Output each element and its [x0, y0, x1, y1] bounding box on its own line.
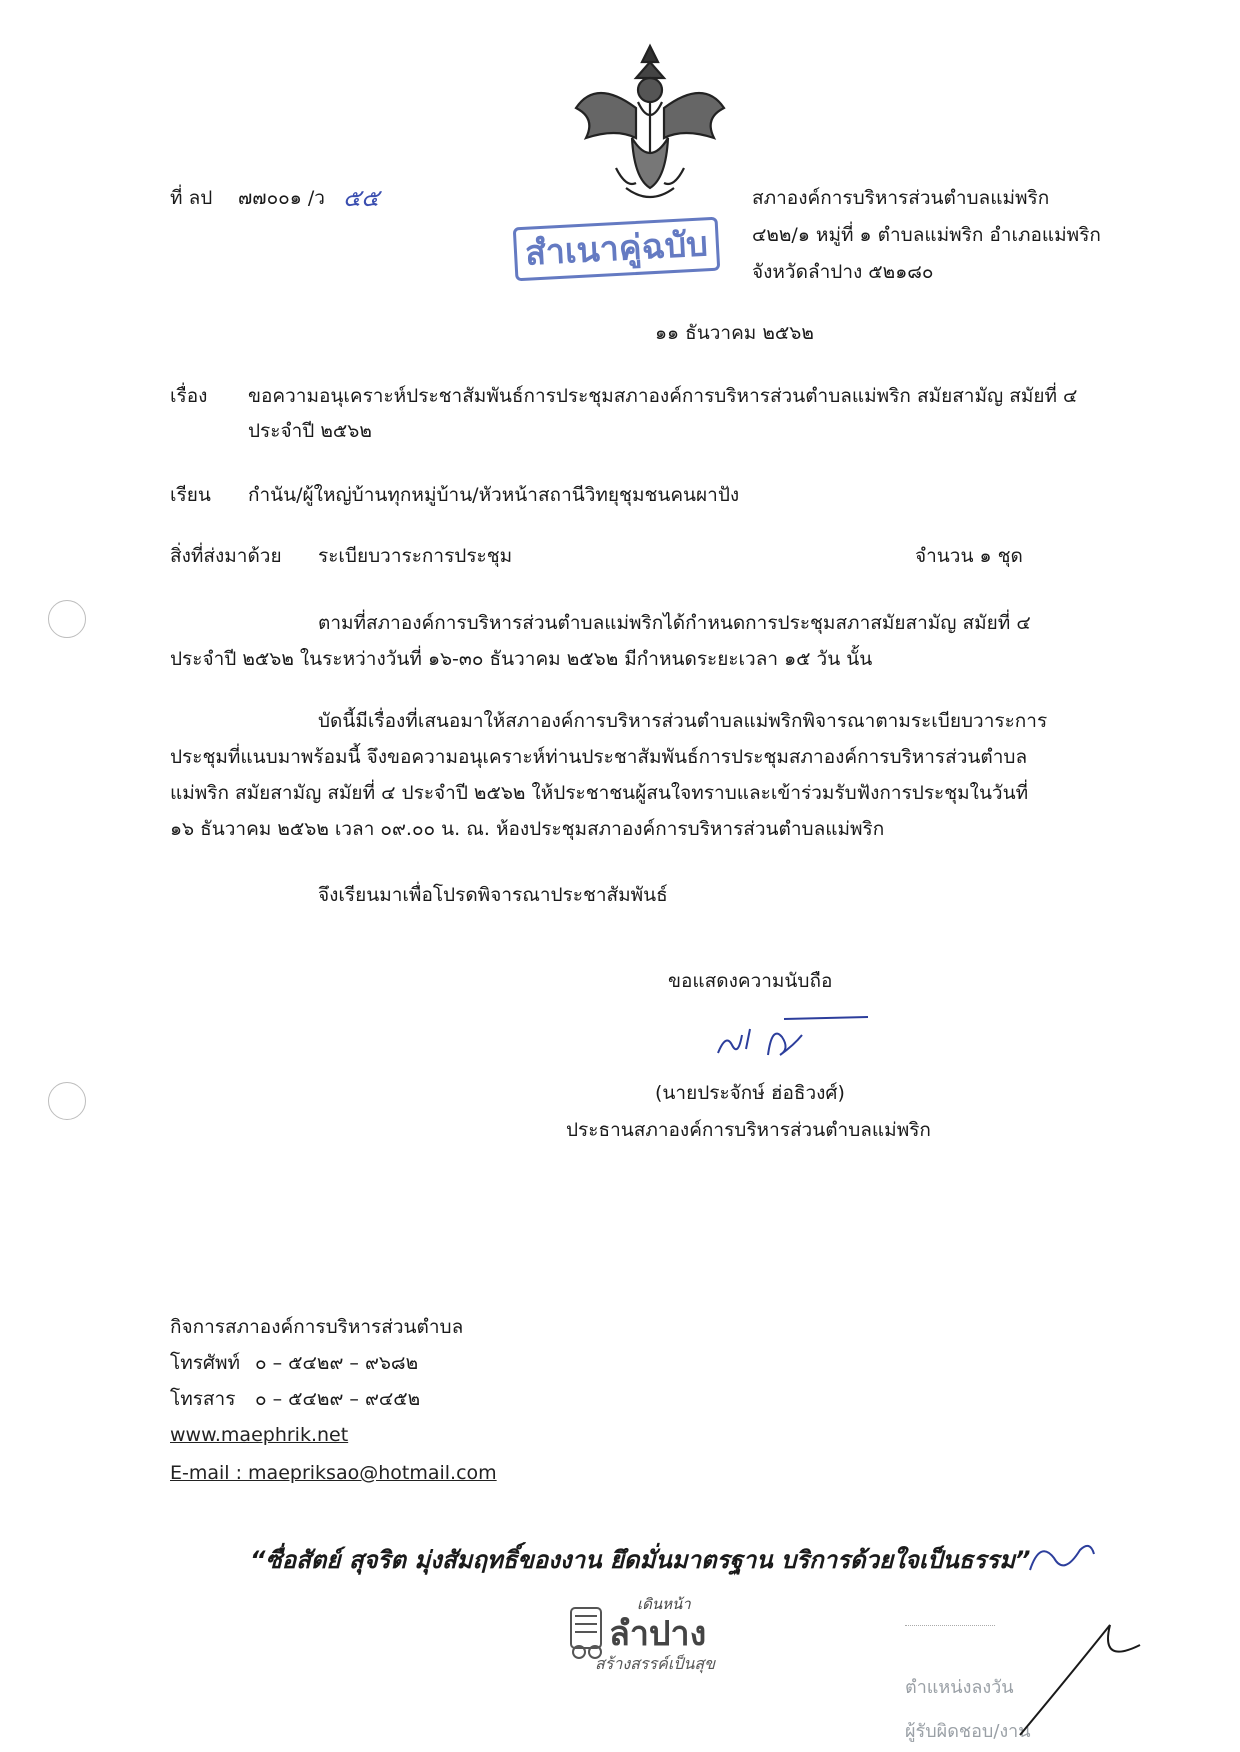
closing-regards: ขอแสดงความนับถือ [668, 970, 833, 992]
signer-title: ประธานสภาองค์การบริหารส่วนตำบลแม่พริก [566, 1119, 931, 1141]
contact-phone: ๐ – ๕๔๒๙ – ๙๖๘๒ [255, 1352, 419, 1374]
routing-label-3: ผู้รับผิดชอบ/งาน [905, 1721, 1031, 1742]
contact-fax: ๐ – ๕๔๒๙ – ๙๔๕๒ [255, 1388, 421, 1410]
subject-line-2: ประจำปี ๒๕๖๒ [248, 420, 372, 442]
routing-line-2 [905, 1672, 1014, 1701]
body-p2-line-2: ประชุมที่แนบมาพร้อมนี้ จึงขอความอนุเคราะห์ท่านประชาสัมพันธ์การประชุมสภาองค์การบริหารส่วนตำบล [170, 746, 1028, 768]
recipient-text: กำนัน/ผู้ใหญ่บ้านทุกหมู่บ้าน/หัวหน้าสถานีวิทยุชุมชนคนผาปัง [248, 484, 740, 506]
email-link[interactable]: E-mail : maepriksao@hotmail.com [170, 1462, 497, 1484]
motto: “ซื่อสัตย์ สุจริต มุ่งสัมฤทธิ์ของงาน ยึดมั่นมาตรฐาน บริการด้วยใจเป็นธรรม” [250, 1546, 1031, 1574]
enclosure-qty: จำนวน ๑ ชุด [915, 545, 1023, 567]
body-p2-line-4: ๑๖ ธันวาคม ๒๕๖๒ เวลา ๐๙.๐๐ น. ณ. ห้องประชุมสภาองค์การบริหารส่วนตำบลแม่พริก [170, 818, 885, 840]
contact-dept: กิจการสภาองค์การบริหารส่วนตำบล [170, 1316, 464, 1338]
ref-number: ๗๗๐๐๑ /ว [238, 187, 325, 209]
routing-signature [1010, 1605, 1150, 1745]
routing-line-1 [905, 1625, 995, 1626]
contact-phone-label: โทรศัพท์ [170, 1352, 241, 1374]
website-link[interactable]: www.maephrik.net [170, 1424, 349, 1446]
org-province: จังหวัดลำปาง ๕๒๑๘๐ [752, 261, 934, 283]
ref-handwritten: ๕๕ [343, 184, 380, 212]
logo-top-text: เดินหน้า [637, 1595, 691, 1613]
punch-hole-top [48, 600, 86, 638]
enclosure-label: สิ่งที่ส่งมาด้วย [170, 545, 282, 567]
logo-main-text: ลำปาง [609, 1614, 707, 1654]
signer-name: (นายประจักษ์ ฮ่อธิวงศ์) [655, 1082, 845, 1104]
ref-label: ที่ ลป [170, 187, 213, 209]
handwritten-scribble [1020, 1540, 1100, 1580]
subject-line-1: ขอความอนุเคราะห์ประชาสัมพันธ์การประชุมสภาองค์การบริหารส่วนตำบลแม่พริก สมัยสามัญ สมัยที่ ๔ [248, 385, 1078, 407]
lampang-logo [565, 1592, 745, 1682]
copy-stamp: สำเนาคู่ฉบับ [513, 217, 720, 282]
contact-fax-label: โทรสาร [170, 1388, 236, 1410]
letter-date: ๑๑ ธันวาคม ๒๕๖๒ [655, 322, 814, 344]
logo-bottom-text: สร้างสรรค์เป็นสุข [595, 1654, 716, 1673]
body-p3: จึงเรียนมาเพื่อโปรดพิจารณาประชาสัมพันธ์ [318, 884, 668, 906]
punch-hole-bottom [48, 1082, 86, 1120]
body-p1-line-1: ตามที่สภาองค์การบริหารส่วนตำบลแม่พริกได้กำหนดการประชุมสภาสมัยสามัญ สมัยที่ ๔ [318, 612, 1031, 634]
routing-label-2: ตำแหน่งลงวัน [905, 1677, 1014, 1698]
org-address: ๔๒๒/๑ หมู่ที่ ๑ ตำบลแม่พริก อำเภอแม่พริก [752, 224, 1101, 246]
signature [698, 1005, 878, 1065]
enclosure-text: ระเบียบวาระการประชุม [318, 545, 513, 567]
body-p2-line-3: แม่พริก สมัยสามัญ สมัยที่ ๔ ประจำปี ๒๕๖๒ ให้ประชาชนผู้สนใจทราบและเข้าร่วมรับฟังการประชุมในวันที่ [170, 782, 1029, 804]
body-p1-line-2: ประจำปี ๒๕๖๒ ในระหว่างวันที่ ๑๖-๓๐ ธันวาคม ๒๕๖๒ มีกำหนดระยะเวลา ๑๕ วัน นั้น [170, 648, 873, 670]
garuda-emblem-icon [566, 38, 734, 208]
body-p2-line-1: บัดนี้มีเรื่องที่เสนอมาให้สภาองค์การบริหารส่วนตำบลแม่พริกพิจารณาตามระเบียบวาระการ [318, 710, 1048, 732]
recipient-label: เรียน [170, 484, 211, 506]
org-name: สภาองค์การบริหารส่วนตำบลแม่พริก [752, 187, 1050, 209]
subject-label: เรื่อง [170, 385, 208, 407]
